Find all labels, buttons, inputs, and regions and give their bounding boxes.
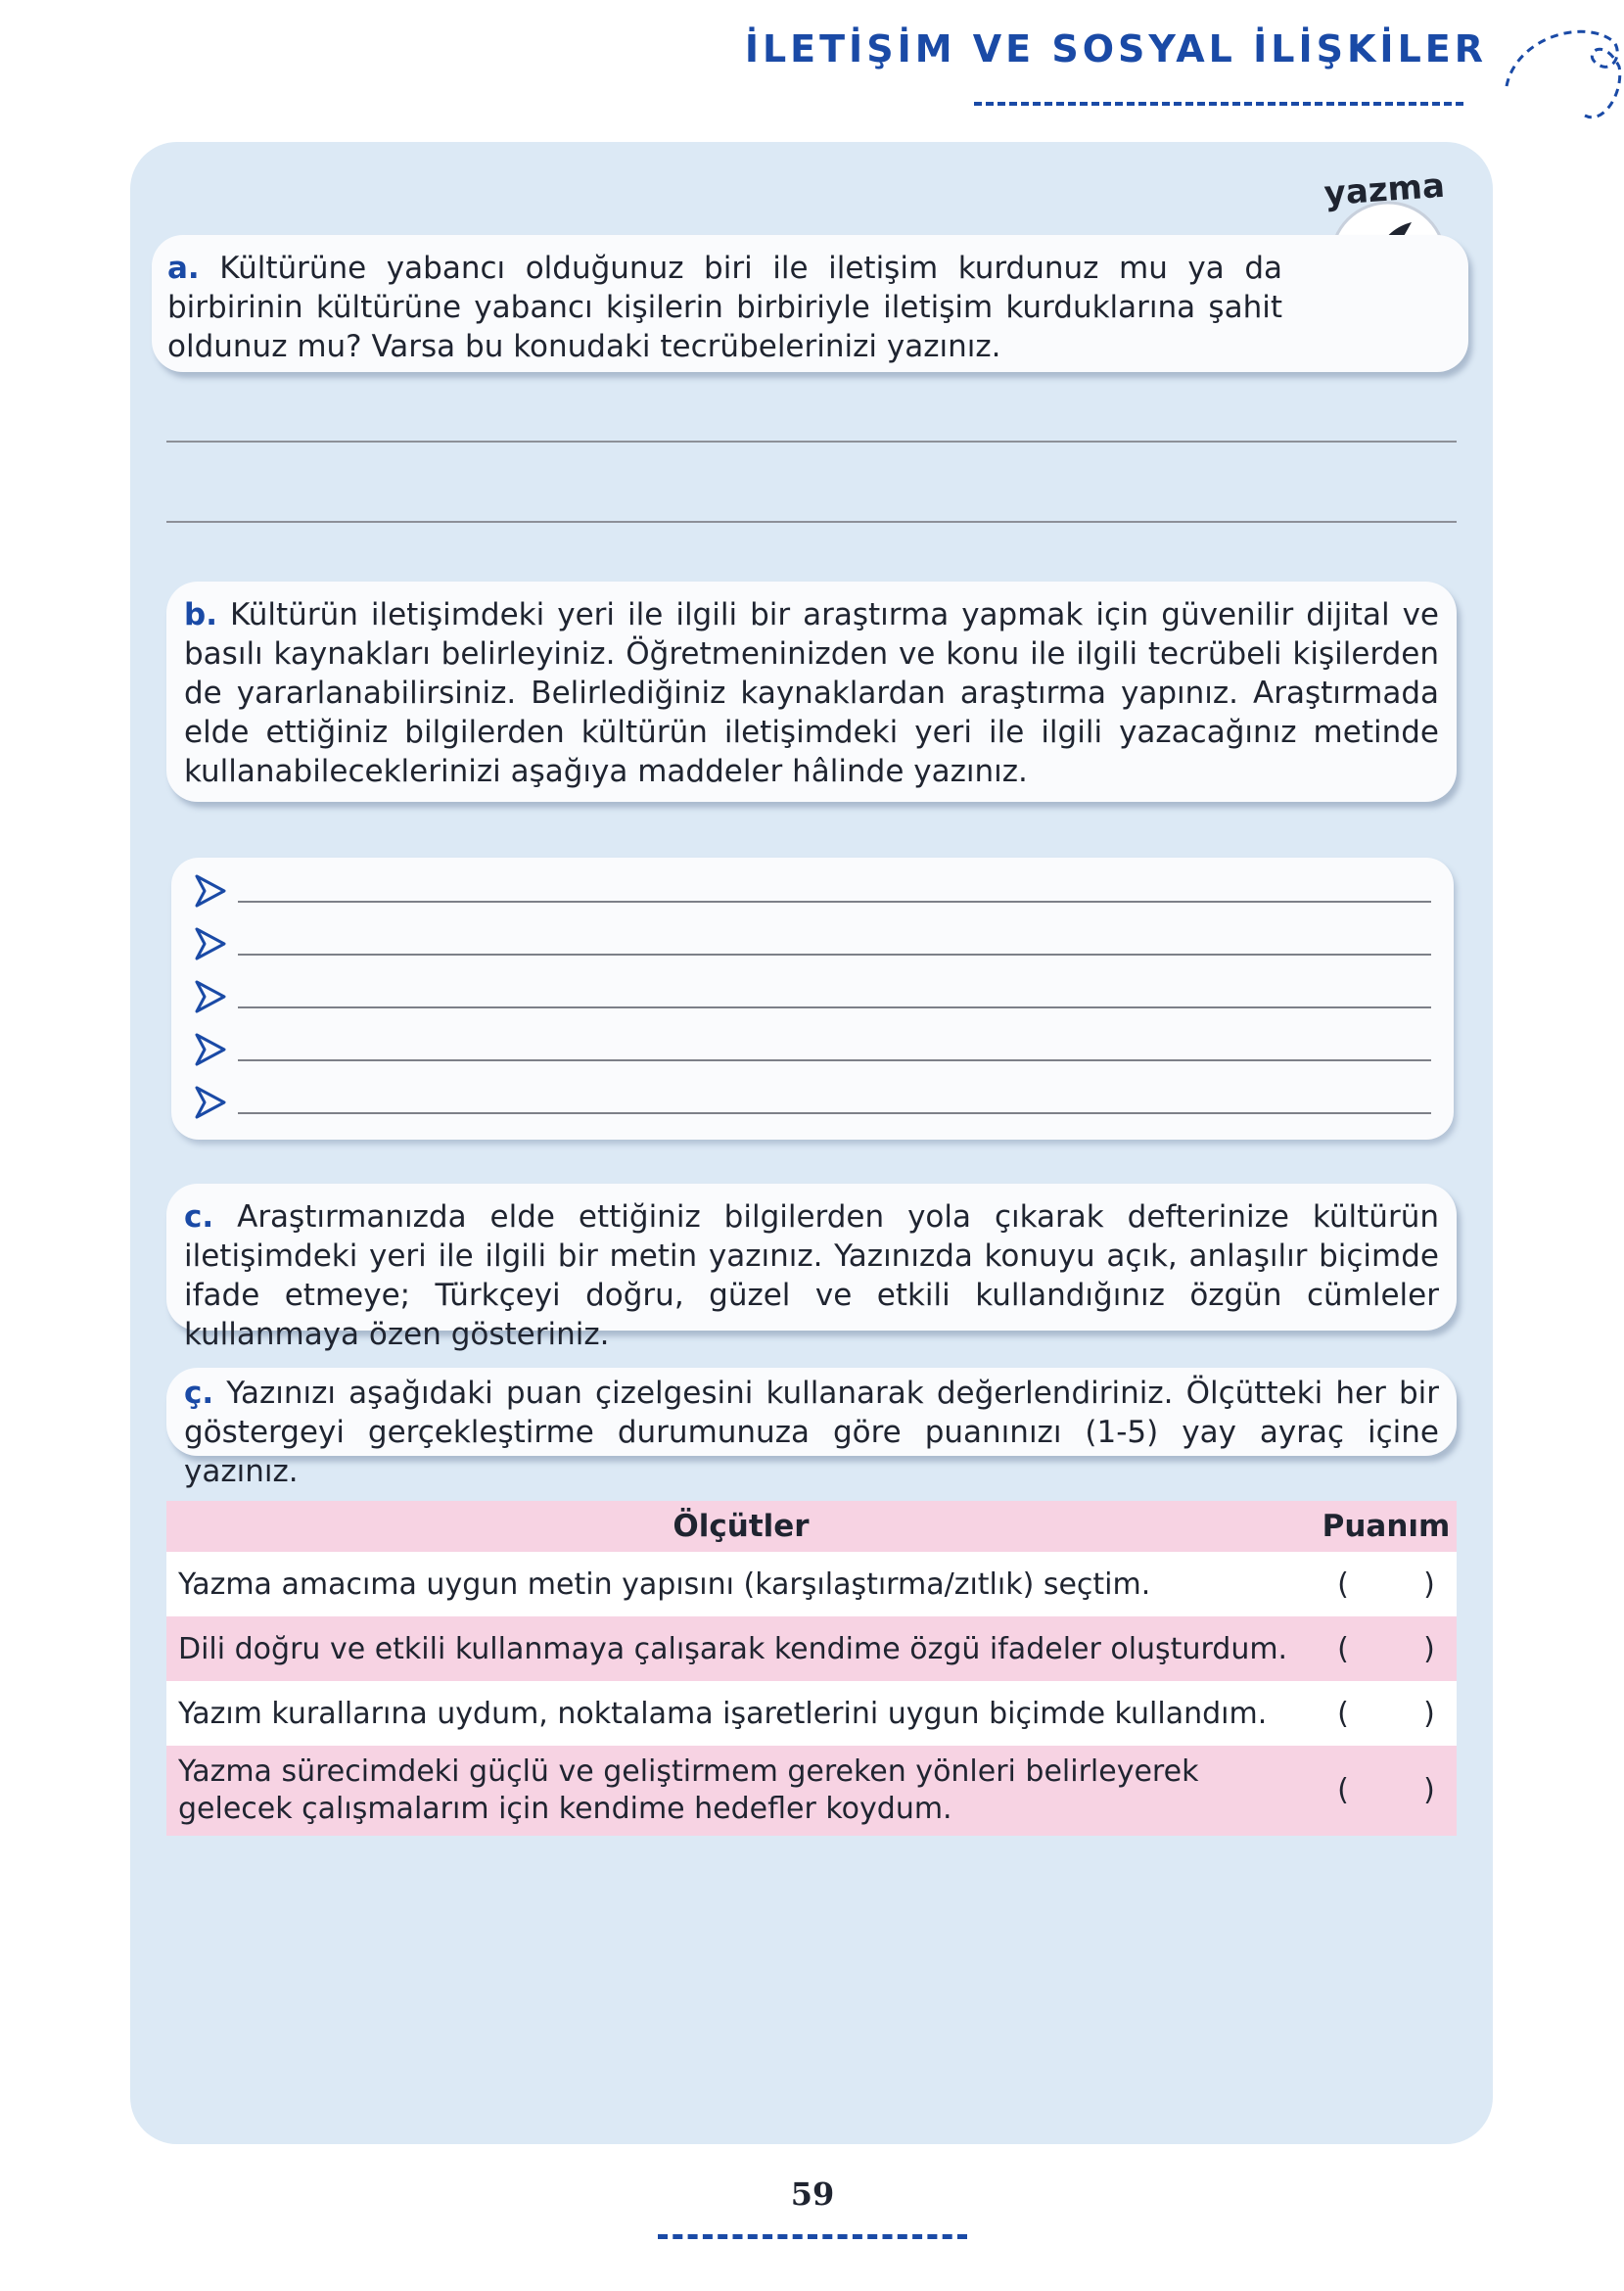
question-a-text: Kültürüne yabancı olduğunuz biri ile iletişim kurdunuz mu ya da birbirinin kültürüne yabancı kişilerin birbiriyle iletişim kurduklarına şahit oldunuz mu? Varsa bu konudaki tecrübelerinizi yazınız. [167,251,1283,364]
question-b-text: Kültürün iletişimdeki yeri ile ilgili bir araştırma yapmak için güvenilir dijital ve basılı kaynakları belirleyiniz. Öğretmeninizden ve konu ile ilgili tecrübeli kişilerden de yararlanabilirsiniz. Belirlediğiniz kaynaklardan araştırma yapınız. Araştırmada elde ettiğiniz bilgilerden kültürün iletişimdeki yeri ile ilgili yazacağınız metinde kullanabileceklerinizi aşağıya maddeler hâlinde yazınız. [184,597,1439,789]
decorative-swirl-icon [1497,18,1624,135]
bullet-item[interactable] [193,977,1431,1016]
rubric-score-field[interactable]: ( ) [1316,1681,1457,1746]
rubric-score-field[interactable]: ( ) [1316,1746,1457,1836]
header-dashed-line [974,102,1463,106]
bullet-list-box [171,858,1454,1140]
rubric-header-score: Puanım [1316,1501,1457,1552]
answer-line-1[interactable] [166,441,1457,443]
question-cc-text: Yazınızı aşağıdaki puan çizelgesini kullanarak değerlendiriniz. Ölçütteki her bir göstergeyi gerçekleştirme durumunuza göre puanınızı (1-5) yay ayraç içine yazınız. [184,1376,1440,1489]
bullet-item[interactable] [193,871,1431,911]
arrow-bullet-icon [193,979,228,1014]
question-a-card [152,235,1468,372]
rubric-criterion: Yazım kurallarına uydum, noktalama işaretlerini uygun biçimde kullandım. [166,1681,1316,1746]
bullet-item[interactable] [193,1030,1431,1069]
rubric-criterion: Dili doğru ve etkili kullanmaya çalışarak kendime özgü ifadeler oluşturdum. [166,1616,1316,1681]
rubric-header-criteria: Ölçütler [166,1501,1316,1552]
rubric-score-field[interactable]: ( ) [1316,1616,1457,1681]
rubric-criterion: Yazma sürecimdeki güçlü ve geliştirmem gereken yönleri belirleyerek gelecek çalışmalarım için kendime hedefler koydum. [166,1746,1316,1836]
table-row [166,1616,1457,1681]
page-header-title: İLETİŞİM VE SOSYAL İLİŞKİLER [744,27,1487,70]
rubric-score-field[interactable]: ( ) [1316,1552,1457,1616]
arrow-bullet-icon [193,1085,228,1120]
question-c-letter: c. [184,1199,214,1235]
table-row [166,1746,1457,1836]
question-b-letter: b. [184,597,217,632]
answer-line-2[interactable] [166,521,1457,523]
yazma-label: yazma [1322,165,1447,214]
footer-dashed-line [658,2234,967,2239]
arrow-bullet-icon [193,873,228,909]
question-cc-card [166,1368,1457,1489]
question-cc-letter: ç. [184,1376,214,1411]
arrow-bullet-icon [193,1032,228,1067]
question-a-letter: a. [167,251,200,286]
question-c-card [166,1184,1457,1352]
arrow-bullet-icon [193,926,228,961]
table-row [166,1681,1457,1746]
question-b-card [166,582,1457,802]
table-row [166,1552,1457,1616]
rubric-criterion: Yazma amacıma uygun metin yapısını (karşılaştırma/zıtlık) seçtim. [166,1552,1316,1616]
rubric-table [166,1501,1457,1836]
page-number: 59 [790,2175,835,2213]
bullet-item[interactable] [193,924,1431,963]
bullet-item[interactable] [193,1083,1431,1122]
question-c-text: Araştırmanızda elde ettiğiniz bilgilerden yola çıkarak defterinize kültürün iletişimdeki yeri ile ilgili bir metin yazınız. Yazınızda konuyu açık, anlaşılır biçimde ifade etmeye; Türkçeyi doğru, güzel ve etkili kullandığınız özgün cümleler kullanmaya özen gösteriniz. [184,1199,1439,1352]
